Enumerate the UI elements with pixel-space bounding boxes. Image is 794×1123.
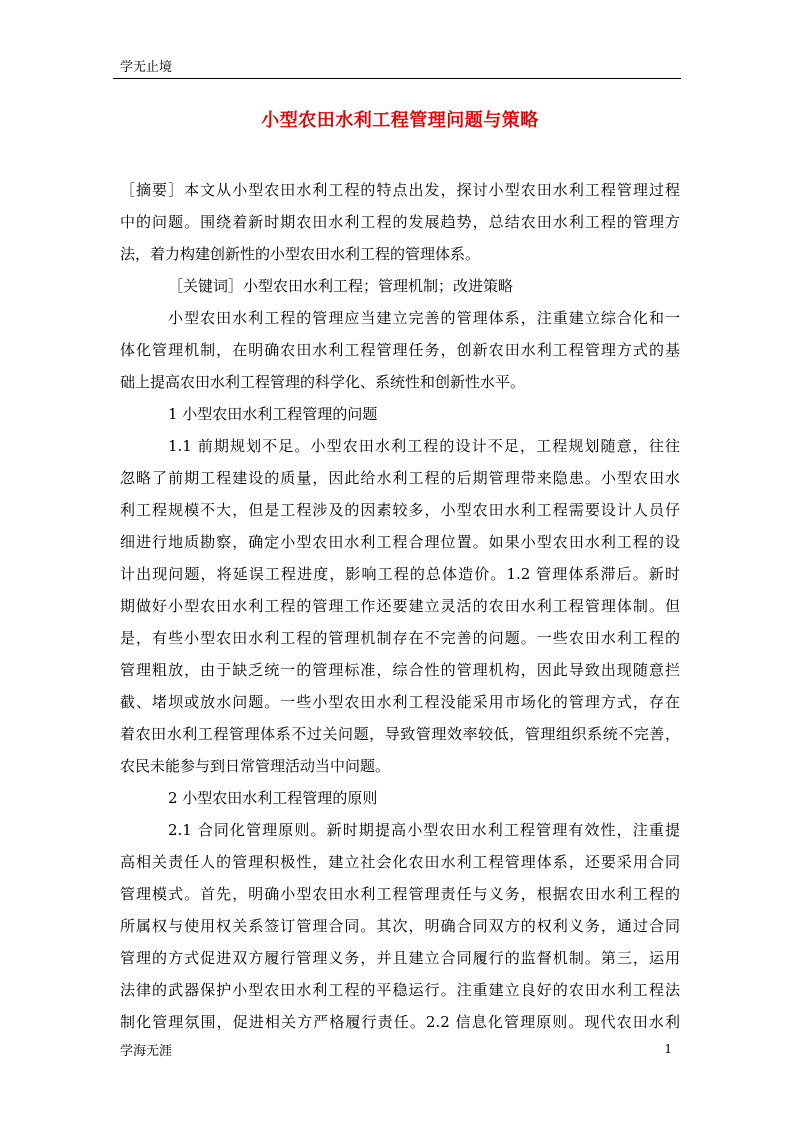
text-line: 体化管理机制，在明确农田水利工程管理任务，创新农田水利工程管理方式的基 — [120, 341, 680, 359]
text-line: 农民未能参与到日常管理活动当中问题。 — [120, 757, 391, 775]
text-line: 着农田水利工程管理体系不过关问题，导致管理效率较低，管理组织系统不完善， — [120, 725, 680, 743]
page-footer-text: 学海无涯 — [120, 1044, 173, 1059]
text-line: 细进行地质勘察，确定小型农田水利工程合理位置。如果小型农田水利工程的设 — [120, 533, 680, 551]
text-line: 利工程规模不大，但是工程涉及的因素较多，小型农田水利工程需要设计人员仔 — [120, 501, 680, 519]
text-line: 是，有些小型农田水利工程的管理机制存在不完善的问题。一些农田水利工程的 — [120, 629, 680, 647]
page-number: 1 — [664, 1042, 672, 1056]
header-divider — [113, 78, 681, 79]
text-line: 管理模式。首先，明确小型农田水利工程管理责任与义务，根据农田水利工程的 — [120, 885, 680, 903]
text-line: 小型农田水利工程的管理应当建立完善的管理体系，注重建立综合化和一 — [168, 309, 680, 327]
page-header-text: 学无止境 — [120, 60, 173, 75]
text-line: 中的问题。围绕着新时期农田水利工程的发展趋势，总结农田水利工程的管理方 — [120, 213, 680, 231]
text-line: 计出现问题，将延误工程进度，影响工程的总体造价。1.2 管理体系滞后。新时 — [120, 565, 680, 583]
article-body — [120, 174, 680, 1038]
text-line: 管理的方式促进双方履行管理义务，并且建立合同履行的监督机制。第三，运用 — [120, 949, 680, 967]
text-line: 1.1 前期规划不足。小型农田水利工程的设计不足，工程规划随意，往往 — [168, 437, 680, 455]
text-line: 2 小型农田水利工程管理的原则 — [168, 789, 378, 807]
text-line: 础上提高农田水利工程管理的科学化、系统性和创新性水平。 — [120, 373, 526, 391]
text-line: 高相关责任人的管理积极性，建立社会化农田水利工程管理体系，还要采用合同 — [120, 853, 680, 871]
document-title: 小型农田水利工程管理问题与策略 — [261, 110, 539, 131]
text-line: ［关键词］小型农田水利工程；管理机制；改进策略 — [168, 277, 514, 295]
text-line: 截、堵坝或放水问题。一些小型农田水利工程没能采用市场化的管理方式，存在 — [120, 693, 680, 711]
text-line: 管理粗放，由于缺乏统一的管理标准，综合性的管理机构，因此导致出现随意拦 — [120, 661, 680, 679]
text-line: 法律的武器保护小型农田水利工程的平稳运行。注重建立良好的农田水利工程法 — [120, 981, 680, 999]
text-line: 所属权与使用权关系签订管理合同。其次，明确合同双方的权利义务，通过合同 — [120, 917, 680, 935]
text-line: 1 小型农田水利工程管理的问题 — [168, 405, 378, 423]
text-line: 2.1 合同化管理原则。新时期提高小型农田水利工程管理有效性，注重提 — [168, 821, 680, 839]
text-line: 法，着力构建创新性的小型农田水利工程的管理体系。 — [120, 245, 481, 263]
text-line: 制化管理氛围，促进相关方严格履行责任。2.2 信息化管理原则。现代农田水利 — [120, 1013, 680, 1031]
text-line: 期做好小型农田水利工程的管理工作还要建立灵活的农田水利工程管理体制。但 — [120, 597, 680, 615]
text-line: 忽略了前期工程建设的质量，因此给水利工程的后期管理带来隐患。小型农田水 — [120, 469, 680, 487]
text-line: ［摘要］本文从小型农田水利工程的特点出发，探讨小型农田水利工程管理过程 — [120, 181, 680, 199]
